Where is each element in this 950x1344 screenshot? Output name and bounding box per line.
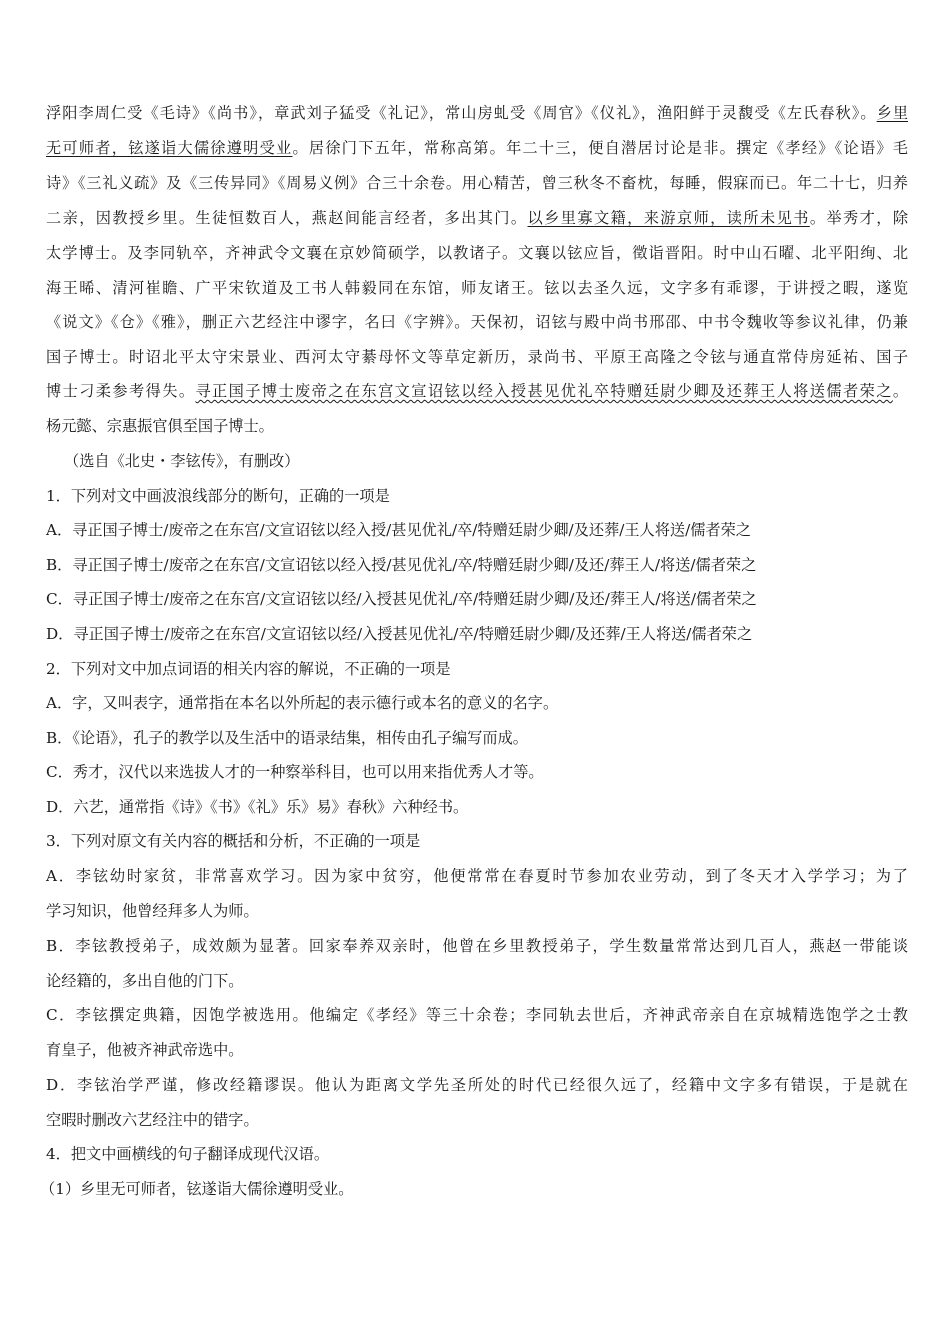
question-1-stem: 1．下列对文中画波浪线部分的断句，正确的一项是 — [46, 487, 390, 505]
passage-line-1 — [46, 103, 908, 123]
passage-text: 。举秀才，除 — [809, 209, 909, 227]
question-3-stem: 3．下列对原文有关内容的概括和分析，不正确的一项是 — [46, 832, 421, 850]
passage-line-3: 诗》《三礼义疏》及《三传异同》《周易义例》合三十余卷。用心精苦，曾三秋冬不畜枕，每睡，假寐而已。年二十七，归养 — [46, 174, 908, 192]
passage-text: 二亲，因教授乡里。生徒恒数百人，燕赵间能言经者，多出其门。 — [46, 209, 528, 227]
passage-line-9 — [46, 381, 908, 401]
passage-line-2 — [46, 138, 908, 158]
question-3-option-b: B．李铉教授弟子，成效颇为显著。回家奉养双亲时，他曾在乡里教授弟子，学生数量常常达到几百人，燕赵一带能谈 — [46, 937, 908, 955]
question-1-option-c: C．寻正国子博士/废帝之在东宫/文宣诏铉以经/入授甚见优礼/卒/特赠廷尉少卿/及还/葬王人/将送/儒者荣之 — [46, 590, 757, 608]
question-3-option-d-cont: 空暇时删改六艺经注中的错字。 — [46, 1111, 259, 1129]
passage-line-8: 国子博士。时诏北平太守宋景业、西河太守綦母怀文等草定新历，录尚书、平原王高隆之令铉与通直常侍房延祐、国子 — [46, 348, 908, 366]
question-3-option-a: A．李铉幼时家贫，非常喜欢学习。因为家中贫穷，他便常常在春夏时节参加农业劳动，到了冬天才入学学习；为了 — [46, 867, 908, 885]
question-3-option-c: C．李铉撰定典籍，因饱学被选用。他编定《孝经》等三十余卷；李同轨去世后，齐神武帝亲自在京城精选饱学之士教 — [46, 1006, 908, 1024]
question-1-option-d: D．寻正国子博士/废帝之在东宫/文宣诏铉以经/入授甚见优礼/卒/特赠廷尉少卿/及还葬/王人将送/儒者荣之 — [46, 625, 753, 643]
passage-text: 博士刁柔参考得失。 — [46, 382, 196, 400]
passage-text: 。 — [892, 382, 909, 400]
question-2-option-d: D．六艺，通常指《诗》《书》《礼》乐》易》春秋》六种经书。 — [46, 798, 469, 816]
question-4-stem: 4．把文中画横线的句子翻译成现代汉语。 — [46, 1145, 330, 1163]
underlined-sentence: 乡里 — [876, 104, 909, 122]
question-1-option-a: A．寻正国子博士/废帝之在东宫/文宣诏铉以经入授/甚见优礼/卒/特赠廷尉少卿/及还葬/王人将送/儒者荣之 — [46, 521, 751, 539]
passage-line-4 — [46, 208, 908, 228]
passage-line-5: 太学博士。及李同轨卒，齐神武令文襄在京妙简硕学，以教诸子。文襄以铉应旨，徵诣晋阳。时中山石曜、北平阳绚、北 — [46, 244, 908, 262]
underlined-sentence: 以乡里寡文籍，来游京师，读所未见书 — [527, 209, 810, 227]
question-3-option-a-cont: 学习知识，他曾经拜多人为师。 — [46, 902, 259, 920]
passage-source: （选自《北史・李铉传》，有删改） — [64, 452, 300, 470]
passage-line-10: 杨元懿、宗惠振官俱至国子博士。 — [46, 417, 274, 435]
question-3-option-b-cont: 论经籍的，多出自他的门下。 — [46, 972, 244, 990]
passage-text: 浮阳李周仁受《毛诗》《尚书》，章武刘子猛受《礼记》，常山房虬受《周官》《仪礼》，渔阳鲜于灵馥受《左氏春秋》。 — [46, 104, 877, 122]
question-2-stem: 2．下列对文中加点词语的相关内容的解说，不正确的一项是 — [46, 660, 451, 678]
underlined-sentence: 无可师者，铉遂诣大儒徐遵明受业 — [46, 139, 293, 157]
question-1-option-b: B．寻正国子博士/废帝之在东宫/文宣诏铉以经入授/甚见优礼/卒/特赠廷尉少卿/及还/葬王人/将送/儒者荣之 — [46, 556, 757, 574]
passage-text: 。居徐门下五年，常称高第。年二十三，便自潜居讨论是非。撰定《孝经》《论语》毛 — [292, 139, 908, 157]
question-3-option-c-cont: 育皇子，他被齐神武帝选中。 — [46, 1041, 244, 1059]
passage-line-7: 《说文》《仓》《雅》，删正六艺经注中谬字，名曰《字辨》。天保初，诏铉与殿中尚书邢邵、中书令魏收等参议礼律，仍兼 — [46, 313, 908, 331]
question-2-option-c: C．秀才，汉代以来选拔人才的一种察举科目，也可以用来指优秀人才等。 — [46, 763, 544, 781]
question-4-sub-1: （1）乡里无可师者，铉遂诣大儒徐遵明受业。 — [40, 1180, 354, 1198]
question-2-option-a: A．字，又叫表字，通常指在本名以外所起的表示德行或本名的意义的名字。 — [46, 694, 559, 712]
passage-line-6: 海王晞、清河崔瞻、广平宋钦道及工书人韩毅同在东馆，师友诸王。铉以去圣久远，文字多有乖谬，于讲授之暇，遂览 — [46, 279, 908, 297]
question-3-option-d: D．李铉治学严谨，修改经籍谬误。他认为距离文学先圣所处的时代已经很久远了，经籍中文字多有错误，于是就在 — [46, 1076, 908, 1094]
wavy-underlined-sentence: 寻正国子博士废帝之在东宫文宣诏铉以经入授甚见优礼卒特赠廷尉少卿及还葬王人将送儒者荣之 — [195, 382, 893, 400]
question-2-option-b: B．《论语》，孔子的教学以及生活中的语录结集，相传由孔子编写而成。 — [46, 729, 528, 747]
